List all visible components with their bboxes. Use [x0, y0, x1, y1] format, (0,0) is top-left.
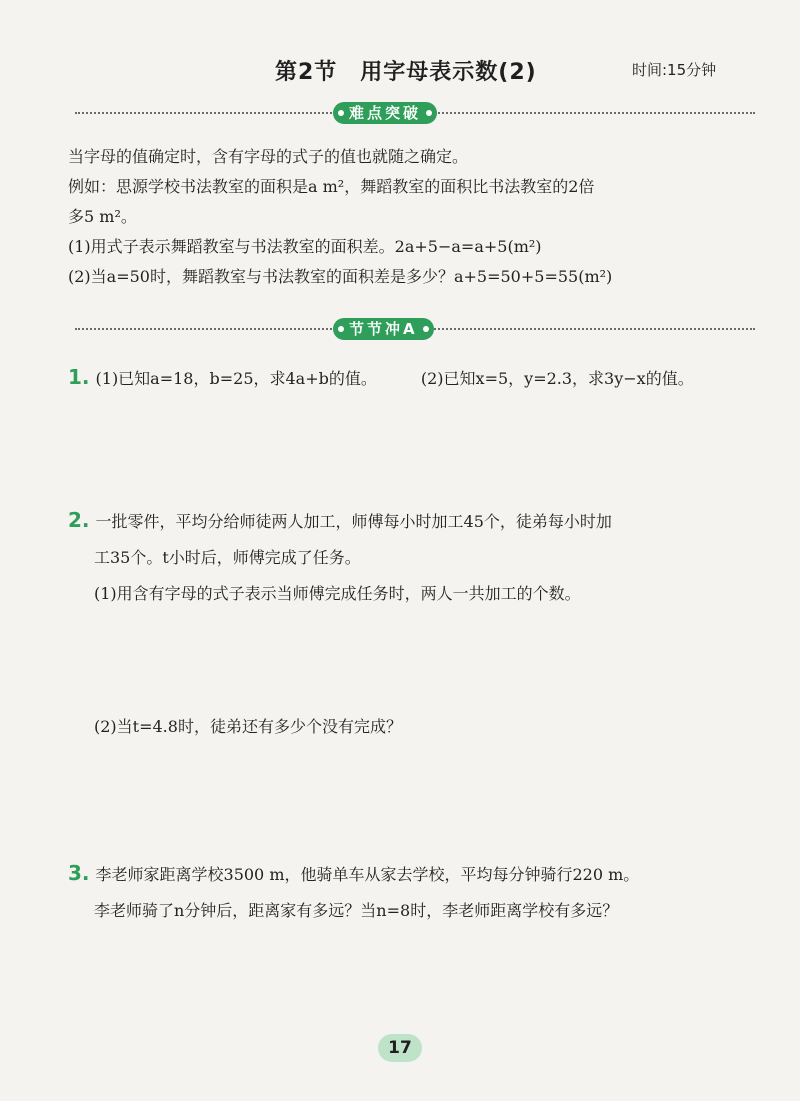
problem-3-line-1: 李老师家距离学校3500 m，他骑单车从家去学校，平均每分钟骑行220 m。: [95, 865, 640, 884]
problem-2-question-1: (1)用含有字母的式子表示当师傅完成任务时，两人一共加工的个数。: [94, 584, 581, 603]
problem-3: [68, 858, 758, 926]
problem-number: 3.: [68, 861, 90, 885]
problem-2-line-2: 工35个。t小时后，师傅完成了任务。: [94, 548, 361, 567]
problem-1-part-1: (1)已知a=18，b=25，求4a+b的值。: [95, 369, 377, 388]
problem-2-question-2: (2)当t=4.8时，徒弟还有多少个没有完成？: [94, 717, 402, 736]
section-label-practice: 节节冲A: [333, 318, 434, 340]
problem-1-part-2: (2)已知x=5，y=2.3，求3y−x的值。: [420, 369, 694, 388]
section-divider-difficulty: [75, 102, 755, 124]
section-divider-practice: [75, 318, 755, 340]
explanation-line: 当字母的值确定时，含有字母的式子的值也就随之确定。: [68, 147, 469, 166]
example-q2: (2)当a=50时，舞蹈教室与书法教室的面积差是多少？a+5=50+5=55(m²): [68, 267, 613, 286]
problem-number: 1.: [68, 365, 90, 389]
difficulty-explanation: [68, 142, 748, 292]
example-line-cont: 多5 m²。: [68, 207, 137, 226]
example-q1: (1)用式子表示舞蹈教室与书法教室的面积差。2a+5−a=a+5(m²): [68, 237, 542, 256]
problem-1: [68, 362, 758, 394]
section-label-difficulty: 难点突破: [333, 102, 437, 124]
problem-2-question-2-block: [68, 712, 758, 742]
header: [0, 55, 800, 89]
problem-2-line-1: 一批零件，平均分给师徒两人加工，师傅每小时加工45个，徒弟每小时加: [95, 512, 612, 531]
page-title: 第2节 用字母表示数(2): [275, 60, 537, 85]
problem-2: [68, 505, 758, 609]
page-number: 17: [378, 1034, 422, 1062]
time-limit: 时间:15分钟: [632, 61, 717, 79]
example-line: 例如：思源学校书法教室的面积是a m²，舞蹈教室的面积比书法教室的2倍: [68, 177, 595, 196]
problem-number: 2.: [68, 508, 90, 532]
problem-3-line-2: 李老师骑了n分钟后，距离家有多远？当n=8时，李老师距离学校有多远？: [94, 901, 619, 920]
